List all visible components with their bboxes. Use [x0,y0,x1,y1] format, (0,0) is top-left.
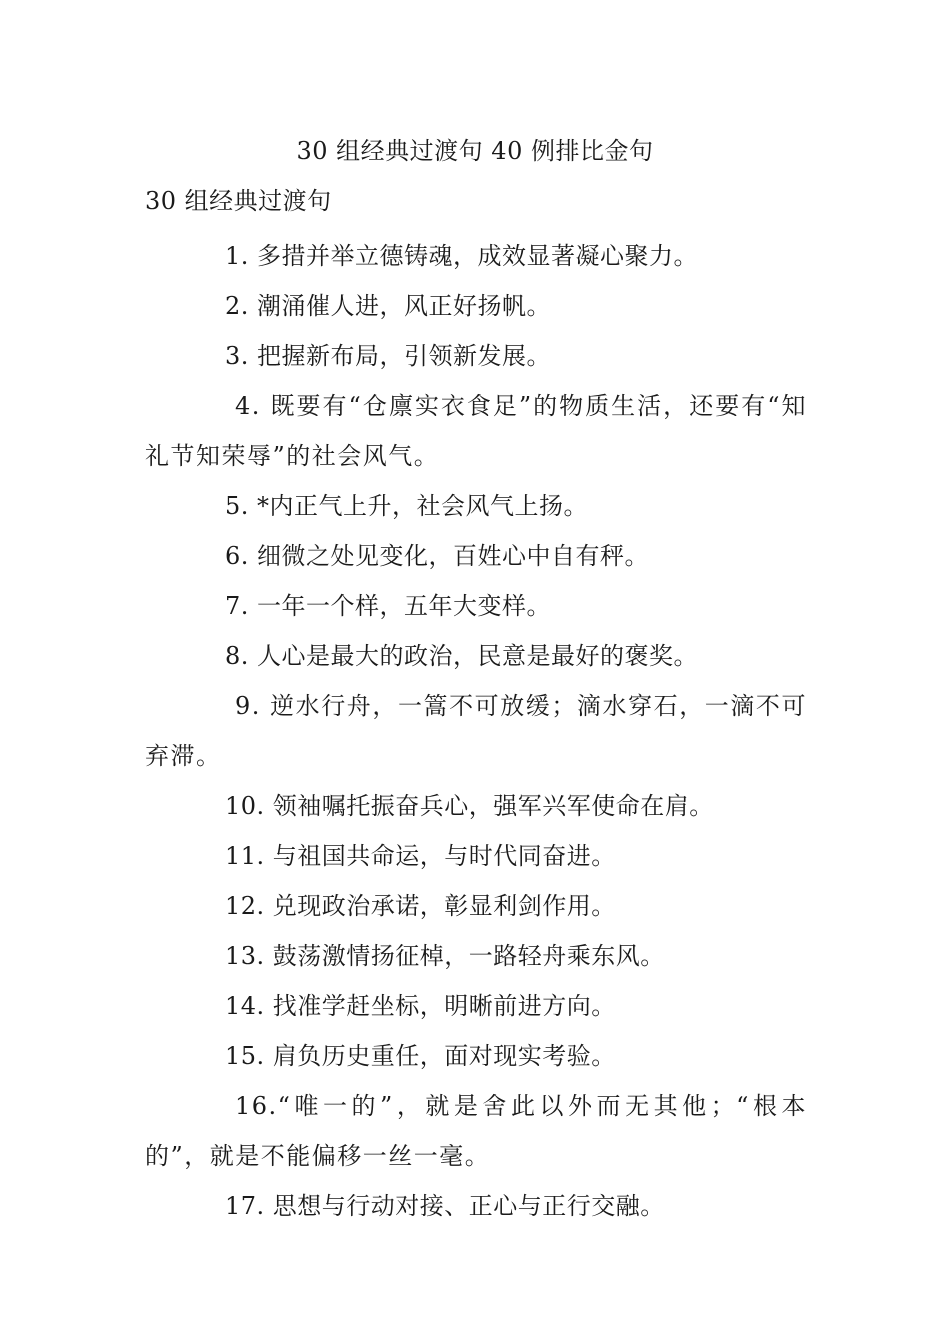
list-item: 2. 潮涌催人进，风正好扬帆。 [225,292,552,320]
sentence-list [145,231,807,1231]
list-item: 1. 多措并举立德铸魂，成效显著凝心聚力。 [225,242,699,270]
list-item: 5. *内正气上升，社会风气上扬。 [225,492,589,520]
list-item: 15. 肩负历史重任，面对现实考验。 [225,1042,616,1070]
list-item: 13. 鼓荡激情扬征棹，一路轻舟乘东风。 [225,942,665,970]
document-title: 30 组经典过渡句 40 例排比金句 [296,137,654,165]
list-item: 10. 领袖嘱托振奋兵心，强军兴军使命在肩。 [225,792,714,820]
section-heading: 30 组经典过渡句 [145,187,332,215]
list-item: 17. 思想与行动对接、正心与正行交融。 [225,1192,665,1220]
list-item: 4. 既要有“仓廪实衣食足”的物质生活，还要有“知礼节知荣辱”的社会风气。 [145,392,807,470]
list-item: 7. 一年一个样，五年大变样。 [225,592,552,620]
list-item: 12. 兑现政治承诺，彰显利剑作用。 [225,892,616,920]
list-item: 6. 细微之处见变化，百姓心中自有秤。 [225,542,650,570]
list-item: 14. 找准学赶坐标，明晰前进方向。 [225,992,616,1020]
list-item: 11. 与祖国共命运，与时代同奋进。 [225,842,616,870]
list-item: 8. 人心是最大的政治，民意是最好的褒奖。 [225,642,699,670]
list-item: 3. 把握新布局，引领新发展。 [225,342,552,370]
list-item: 9. 逆水行舟，一篙不可放缓；滴水穿石，一滴不可弃滞。 [145,692,807,770]
list-item: 16.“唯一的”，就是舍此以外而无其他；“根本的”，就是不能偏移一丝一毫。 [145,1092,807,1170]
